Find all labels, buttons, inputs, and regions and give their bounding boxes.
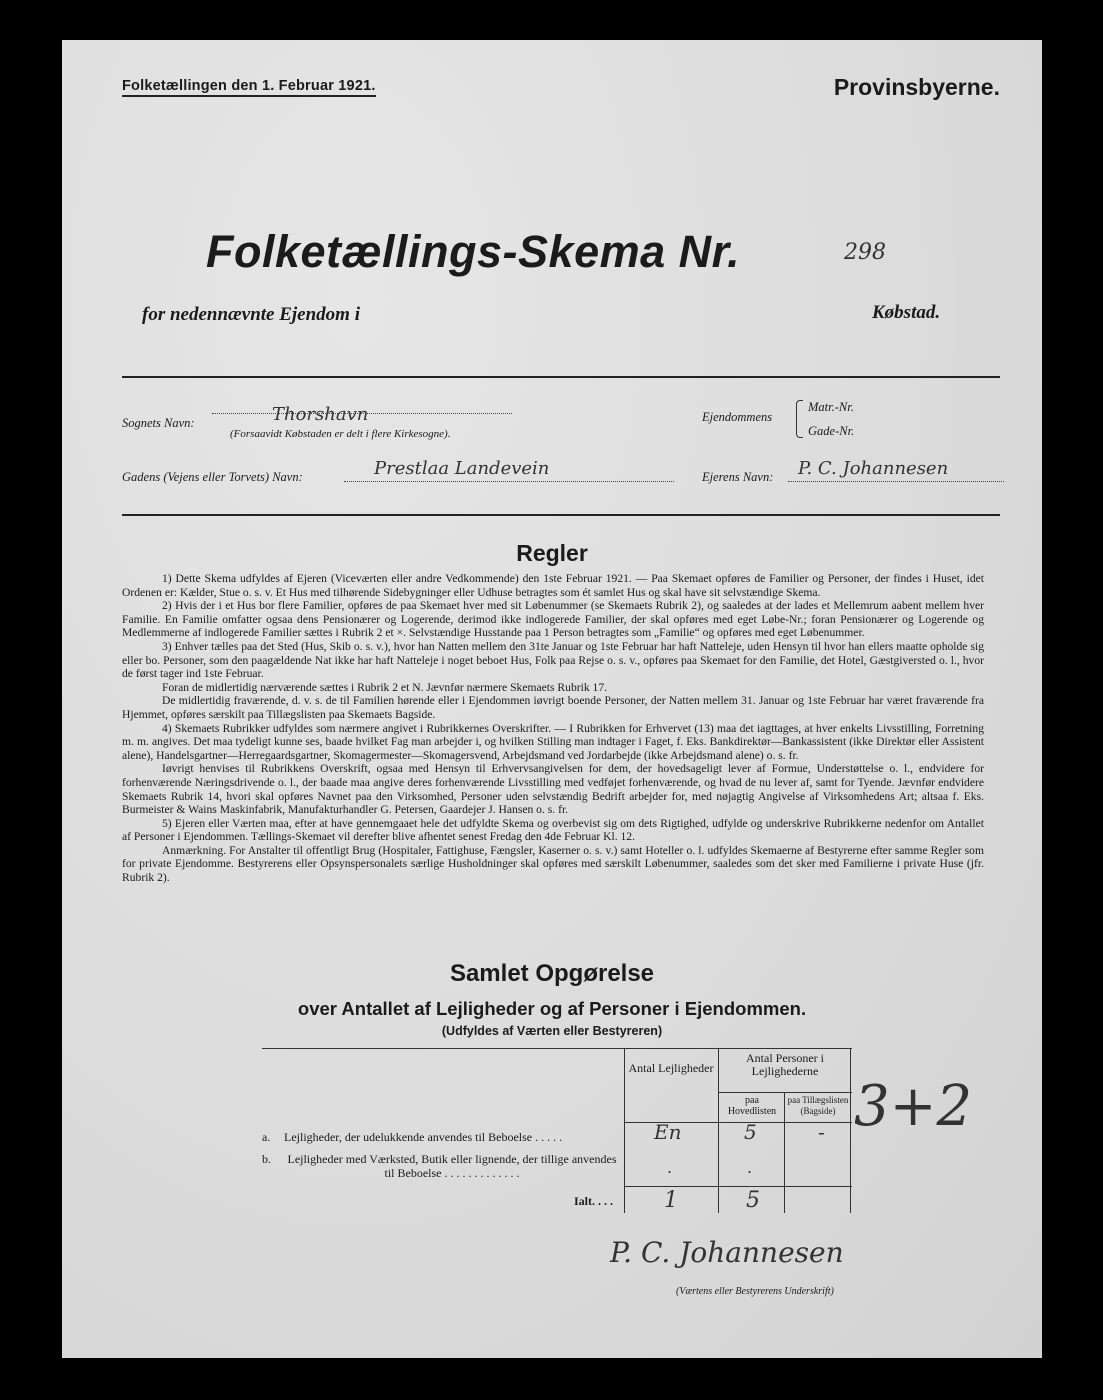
col-tillaegslisten: paa Tillægslisten (Bagside) [787, 1095, 849, 1116]
form-number-handwritten: 298 [844, 240, 886, 265]
row-b-label: Lejligheder med Værksted, Butik eller lignende, der tillige anvendes til Beboelse . . . . . . . . . . . . . [287, 1152, 617, 1180]
summary-table [262, 1048, 852, 1218]
gade-nr-label: Gade-Nr. [808, 424, 855, 438]
table-subheader-rule [718, 1092, 852, 1093]
gade-navn-label: Gadens (Vejens eller Torvets) Navn: [122, 470, 303, 484]
rule-paragraph-4b: Iøvrigt henvises til Rubrikkens Overskrift, ogsaa med Hensyn til Erhvervsangivelsen for dem, der hovedsageligt lever af Formue, Understøttelse o. l., endvidere for forhenværende Næringsdrivende o. l., der baade maa angive deres forhenværende Livsstilling med vedføjet forhenværende, og hvad de nu lever af, samt for Tyende. Jævnfør endvidere Skemaets Rubrik 14, hvori skal opføres Navnet paa den Virksomhed, Personer uden selvstændig Bedrift arbejder for, med nøjagtig Angivelse af Virksomhedens Art; altsaa f. Eks. Burmeister & Wains Maskinfabrik, Manufakturhandler G. Petersen, Gaardejer J. Hansen o. s. fr. [122, 762, 984, 817]
row-a-letter: a. [262, 1130, 271, 1144]
margin-note-handwritten: 3+2 [854, 1074, 973, 1139]
sogn-value: Thorshavn [272, 404, 369, 425]
row-a-hovedliste-value: 5 [744, 1120, 757, 1144]
form-title: Folketællings-Skema Nr. [206, 226, 741, 277]
ejer-value: P. C. Johannesen [798, 458, 949, 479]
matr-label: Matr.-Nr. [808, 400, 854, 414]
subtitle-right: Købstad. [872, 302, 941, 323]
census-form-sheet [62, 40, 1042, 1358]
ejendom-brace [796, 400, 803, 438]
rules-body [122, 572, 984, 885]
row-b-lejligheder-value: . [667, 1158, 673, 1177]
region-header: Provinsbyerne. [833, 74, 1000, 100]
signature-caption: (Værtens eller Bestyrerens Underskrift) [676, 1286, 834, 1297]
sogn-dotted-line [212, 413, 512, 414]
row-a-tillaeg-value: - [818, 1120, 825, 1144]
row-b-hovedliste-value: . [747, 1158, 753, 1177]
ialt-label: Ialt. . . . [574, 1194, 613, 1208]
summary-note: (Udfyldes af Værten eller Bestyreren) [441, 1024, 663, 1038]
summary-title: Samlet Opgørelse [449, 960, 655, 987]
ejendom-label: Ejendommens [702, 410, 773, 424]
sogn-label: Sognets Navn: [122, 416, 195, 430]
rule-paragraph-3c: De midlertidig fraværende, d. v. s. de til Familien hørende eller i Ejendommen iøvrigt boende Personer, der Natten mellem 31. Januar og 1ste Februar har været fraværende fra Hjemmet, opføres særskilt paa Tillægslisten paa Skemaets Bagside. [122, 694, 984, 721]
divider-top [122, 376, 1000, 378]
col-antal-personer: Antal Personer i Lejlighederne [746, 1051, 824, 1078]
owner-signature: P. C. Johannesen [610, 1236, 844, 1269]
rule-paragraph-3b: Foran de midlertidig nærværende sættes i Rubrik 2 et N. Jævnfør nærmere Skemaets Rubrik 17. [162, 680, 608, 694]
census-date-header: Folketællingen den 1. Februar 1921. [122, 78, 376, 97]
summary-subtitle: over Antallet af Lejligheder og af Personer i Ejendommen. [297, 998, 807, 1019]
row-a-label: Lejligheder, der udelukkende anvendes til Beboelse . . . . . [284, 1130, 563, 1144]
table-total-rule [624, 1186, 852, 1187]
sogn-note: (Forsaavidt Købstaden er delt i flere Kirkesogne). [230, 428, 451, 440]
rule-paragraph-3: 3) Enhver tælles paa det Sted (Hus, Skib o. s. v.), hvor han Natten mellem den 31te Januar og 1ste Februar har haft Natteleje, uden Hensyn til hvor han ellers maatte opholde sig eller bo. Personer, som den paagældende Nat ikke har haft Natteleje i noget beboet Hus, Folk paa Rejse o. s. v., opføres paa Skemaet for den Familie, det Hotel, Gæstgiversted o. l., hvor de først tager ind 1ste Februar. [122, 639, 984, 681]
rule-paragraph-2: 2) Hvis der i et Hus bor flere Familier, opføres de paa Skemaet hver med sit Løbenummer (se Skemaets Rubrik 2), og saaledes at der lades et Mellemrum aabent mellem hver Familie. En Familie omfatter ogsaa dens Pensionærer og Logerende, derimod ikke indlogerede Familier, der skal opføres med eget Løbe-Nr.; foran Pensionærer og Logerende og Medlemmerne af indlogerede Familier sættes i Rubrik 2 et ×. Selvstændige Husstande paa 1 Person betragtes som „Familie“ og opføres med eget Løbenummer. [122, 599, 984, 640]
col-antal-lejligheder: Antal Lejligheder [628, 1061, 714, 1075]
col-hovedlisten: paa Hovedlisten [727, 1095, 777, 1117]
row-a-lejligheder-value: En [654, 1120, 682, 1144]
ejer-label: Ejerens Navn: [702, 470, 774, 484]
subtitle-left: for nedennævnte Ejendom i [142, 304, 360, 325]
ialt-lejligheder-value: 1 [664, 1188, 678, 1213]
rule-paragraph-1: 1) Dette Skema udfyldes af Ejeren (Viceværten eller andre Vedkommende) den 1ste Februar 1921. — Paa Skemaet opføres de Familier og Personer, der findes i Huset, idet Ordenen er: Kælder, Stue o. s. v. Et Hus med tilhørende Sidebygninger eller Udhuse betragtes som ét samlet Hus og skal have sit selvstændige Skema. [122, 572, 984, 599]
table-vline-3 [784, 1092, 785, 1213]
rule-paragraph-5: 5) Ejeren eller Værten maa, efter at have gennemgaaet hele det udfyldte Skema og overbevist sig om dets Rigtighed, udfylde og underskrive Rubrikkerne nedenfor om Antallet af Personer i Ejendommen. Tællings-Skemaet vil derefter blive afhentet senest Fredag den 4de Februar Kl. 12. [122, 816, 984, 844]
rule-annotation: Anmærkning. For Anstalter til offentligt Brug (Hospitaler, Fattighuse, Fængsler, Kaserner o. s. v.) samt Hoteller o. l. udfyldes Skemaerne af Bestyrerne efter samme Regler som for private Ejendomme. Bestyrerens eller Opsynspersonalets særlige Husholdninger skal opføres med særskilt Løbenummer, saaledes som det sker med Familierne i private Huse (jfr. Rubrik 2). [122, 843, 984, 885]
gade-navn-value: Prestlaa Landevein [374, 458, 550, 479]
rule-paragraph-4: 4) Skemaets Rubrikker udfyldes som nærmere angivet i Rubrikkernes Overskrifter. — I Rubrikken for Erhvervet (13) maa det iagttages, at hver enkelts Livsstilling, Forretning m. m. angives. Det maa tydeligt kunne ses, baade hvilket Fag man arbejder i, og hvilken Stilling man indtager i Faget, f. Eks. Bankdirektør—Bankassistent (ikke Direktør eller Assistent alene), Handelsgartner—Herregaardsgartner, Skomagermester—Skomagersvend, Arbejdsmand ved Jordarbejde (ikke Arbejdsmand alene) o. s. fr. [122, 721, 984, 762]
table-top-rule [262, 1048, 852, 1049]
row-b-letter: b. [262, 1152, 271, 1166]
ialt-hovedliste-value: 5 [746, 1188, 760, 1213]
gade-navn-dotted-line [344, 481, 674, 482]
ejer-dotted-line [788, 481, 1004, 482]
rules-title: Regler [516, 540, 588, 566]
divider-middle [122, 514, 1000, 516]
